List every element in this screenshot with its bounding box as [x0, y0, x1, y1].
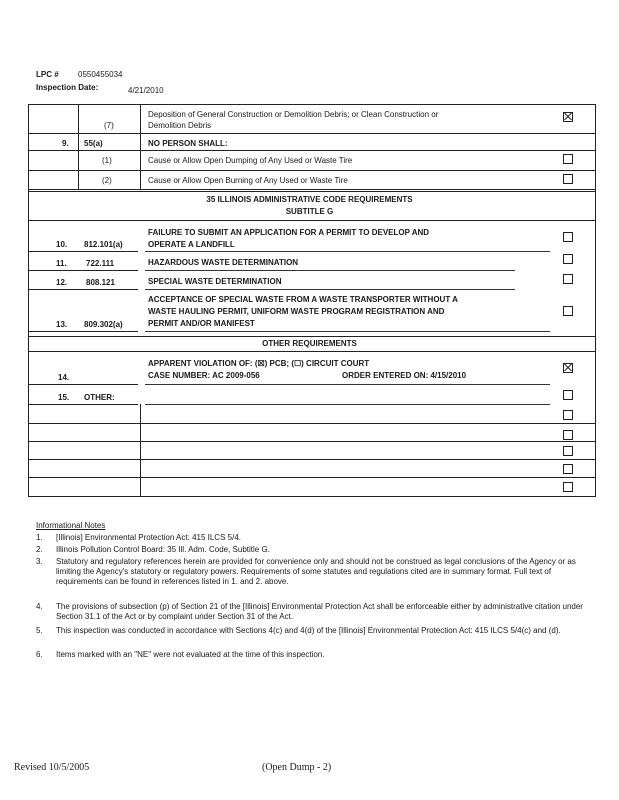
- row9-1-text: Cause or Allow Open Dumping of Any Used or Waste Tire: [148, 156, 353, 165]
- row9-2-checkbox[interactable]: [563, 174, 573, 184]
- row9-1-sub: (1): [102, 156, 112, 165]
- lpc-number: 0550455034: [78, 70, 123, 79]
- section-35-heading: 35 ILLINOIS ADMINISTRATIVE CODE REQUIREMENTS: [206, 195, 413, 204]
- other-row-checkbox-2[interactable]: [563, 430, 573, 440]
- section-subtitle-g: SUBTITLE G: [285, 207, 334, 216]
- note-text: Items marked with an "NE" were not evaluated at the time of this inspection.: [56, 650, 325, 659]
- row11-code: 722.111: [86, 259, 115, 268]
- row9-code: 55(a): [84, 139, 103, 148]
- note-text: This inspection was conducted in accordance with Sections 4(c) and 4(d) of the [Illinois] Environmental Protection Act: 415 ILCS 5/4(c) and (d).: [56, 626, 561, 635]
- row10-number: 10.: [56, 240, 68, 249]
- row9-text: NO PERSON SHALL:: [148, 139, 228, 148]
- other-row-checkbox-3[interactable]: [563, 446, 573, 456]
- row11-checkbox[interactable]: [563, 254, 573, 264]
- other-row-checkbox-5[interactable]: [563, 482, 573, 492]
- row7-checkbox[interactable]: [563, 112, 573, 122]
- notes-title: Informational Notes: [36, 521, 106, 530]
- row9-2-sub: (2): [102, 176, 112, 185]
- row10-checkbox[interactable]: [563, 232, 573, 242]
- row13-number: 13.: [56, 320, 68, 329]
- other-requirements-heading: OTHER REQUIREMENTS: [262, 339, 357, 348]
- row10-text-2: OPERATE A LANDFILL: [148, 240, 235, 249]
- other-row-checkbox-4[interactable]: [563, 464, 573, 474]
- row10-text-1: FAILURE TO SUBMIT AN APPLICATION FOR A PERMIT TO DEVELOP AND: [148, 228, 430, 237]
- inspection-date-value: 4/21/2010: [128, 86, 164, 95]
- note-number: 5.: [36, 626, 43, 635]
- inspection-date-label: Inspection Date:: [36, 83, 99, 92]
- row7-text-1: Deposition of General Construction or Demolition Debris; or Clean Construction or: [148, 110, 439, 119]
- row13-text-1: ACCEPTANCE OF SPECIAL WASTE FROM A WASTE TRANSPORTER WITHOUT A: [148, 295, 458, 304]
- note-text: The provisions of subsection (p) of Section 21 of the [Illinois] Environmental Protection Act shall be enforceable either by administrative citation under Section 31.1 of the Act or by complaint under Section 31 of the Act.: [56, 602, 583, 621]
- note-text: Illinois Pollution Control Board: 35 Ill. Adm. Code, Subtitle G.: [56, 545, 270, 554]
- note-text: [Illinois] Environmental Protection Act: 415 ILCS 5/4.: [56, 533, 241, 542]
- row12-checkbox[interactable]: [563, 274, 573, 284]
- row12-code: 808.121: [86, 278, 115, 287]
- row13-text-3: PERMIT AND/OR MANIFEST: [148, 319, 255, 328]
- row15-other-label: OTHER:: [84, 393, 115, 402]
- revised-date: Revised 10/5/2005: [14, 762, 90, 773]
- row14-case-number: CASE NUMBER: AC 2009-056: [148, 371, 260, 380]
- row10-code: 812.101(a): [84, 240, 123, 249]
- row11-text: HAZARDOUS WASTE DETERMINATION: [148, 258, 299, 267]
- lpc-label: LPC #: [36, 70, 59, 79]
- note-number: 1.: [36, 533, 43, 542]
- row14-order-entered: ORDER ENTERED ON: 4/15/2010: [342, 371, 467, 380]
- row14-violation-text: APPARENT VIOLATION OF: (☒) PCB; (☐) CIRCUIT COURT: [148, 359, 370, 368]
- note-number: 4.: [36, 602, 43, 611]
- row15-checkbox[interactable]: [563, 390, 573, 400]
- row14-number: 14.: [58, 373, 70, 382]
- row13-checkbox[interactable]: [563, 306, 573, 316]
- row7-text-2: Demolition Debris: [148, 121, 212, 130]
- row12-text: SPECIAL WASTE DETERMINATION: [148, 277, 282, 286]
- row13-code: 809.302(a): [84, 320, 123, 329]
- note-number: 2.: [36, 545, 43, 554]
- row9-2-text: Cause or Allow Open Burning of Any Used or Waste Tire: [148, 176, 348, 185]
- row14-checkbox[interactable]: [563, 363, 573, 373]
- row9-number: 9.: [62, 139, 69, 148]
- row13-text-2: WASTE HAULING PERMIT, UNIFORM WASTE PROGRAM REGISTRATION AND: [148, 307, 445, 316]
- row9-1-checkbox[interactable]: [563, 154, 573, 164]
- other-row-checkbox-1[interactable]: [563, 410, 573, 420]
- row15-number: 15.: [58, 393, 70, 402]
- note-number: 6.: [36, 650, 43, 659]
- row7-sub: (7): [104, 121, 114, 130]
- page-label: (Open Dump - 2): [262, 762, 332, 773]
- note-text: Statutory and regulatory references herein are provided for convenience only and should not be construed as legal conclusions of the Agency or as limiting the Agency's statutory or regulatory powers. Requirements of some statutes and regulations cited are in summary format. Full text of requirements can be found in references listed in 1. and 2. above.: [56, 557, 576, 586]
- note-number: 3.: [36, 557, 43, 566]
- row12-number: 12.: [56, 278, 68, 287]
- row11-number: 11.: [56, 259, 67, 268]
